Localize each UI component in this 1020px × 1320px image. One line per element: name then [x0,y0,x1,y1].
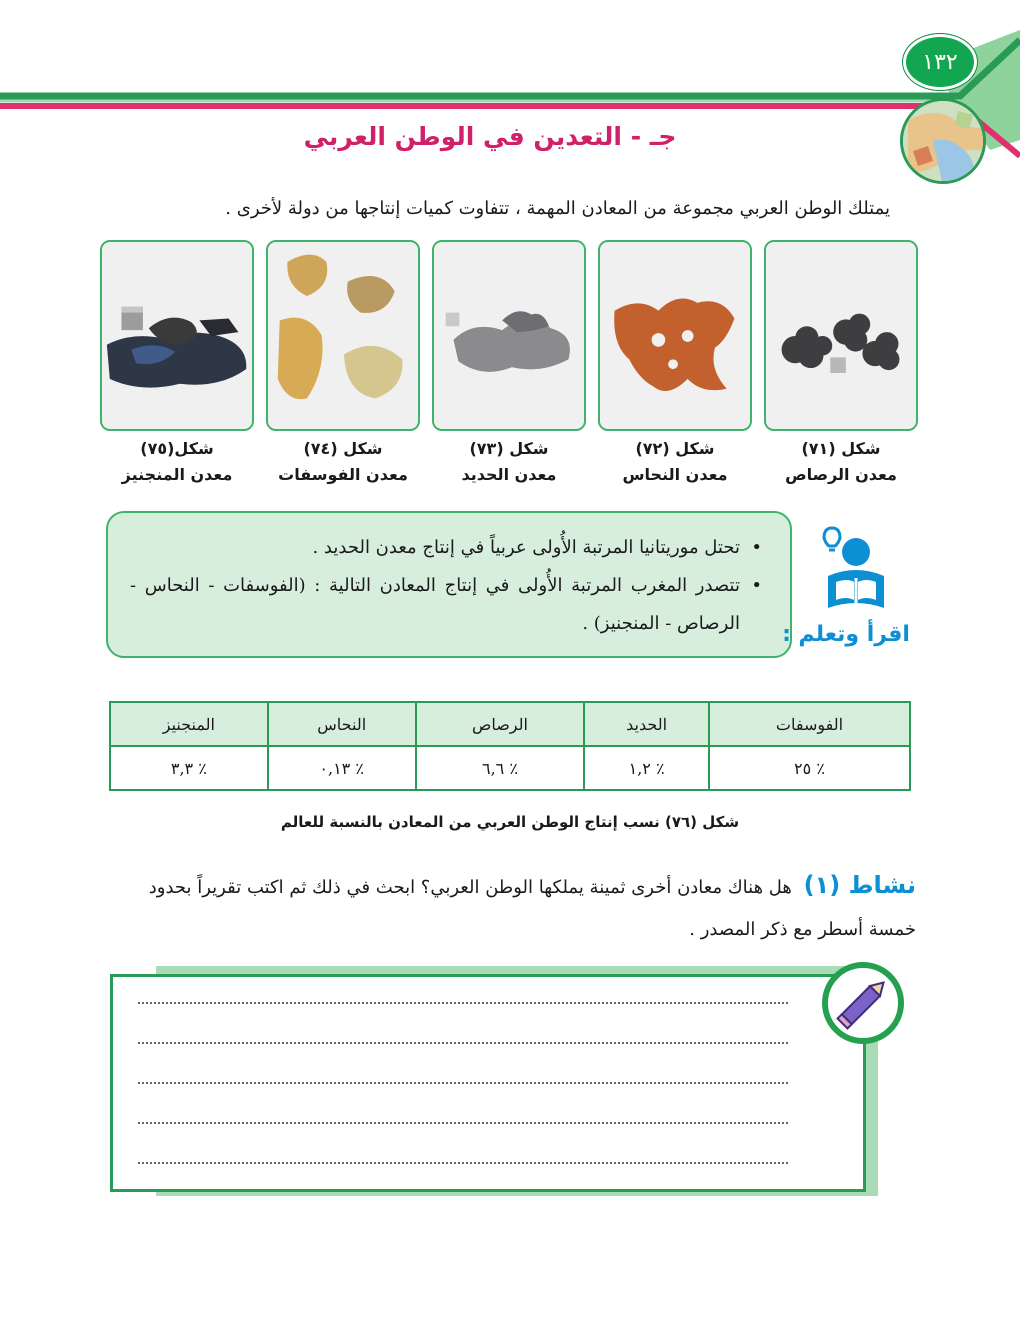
intro-paragraph: يمتلك الوطن العربي مجموعة من المعادن المهمة ، تتفاوت كميات إنتاجها من دولة لأخرى . [225,198,890,219]
answer-line[interactable] [138,1082,788,1084]
answer-line[interactable] [138,1002,788,1004]
table-header: المنجنيز [110,702,268,746]
note-item: • تحتل موريتانيا المرتبة الأُولى عربياً في إنتاج معدن الحديد . [130,529,762,567]
table-header: الفوسفات [709,702,910,746]
answer-line[interactable] [138,1122,788,1124]
pencil-icon [822,962,904,1044]
activity-label: نشاط (١) [803,871,916,899]
table-cell: ٪ ٦,٦ [416,746,585,790]
section-title: جـ - التعدين في الوطن العربي [303,122,677,151]
note-item: • تتصدر المغرب المرتبة الأُولى في إنتاج المعادن التالية : (الفوسفات - النحاس - الرصاص - المنجنيز) . [130,567,762,643]
read-and-learn-label: اقرأ وتعلم : [782,622,910,647]
activity-text: هل هناك معادن أخرى ثمينة يملكها الوطن العربي؟ ابحث في ذلك ثم اكتب تقريراً بحدود خمسة أسطر مع ذكر المصدر . [148,877,916,940]
figure-iron-image [432,240,586,431]
figure-caption-lead: شكل (٧١) معدن الرصاص [785,439,897,484]
table-header: النحاس [268,702,416,746]
table-cell: ٪ ١,٢ [584,746,709,790]
answer-line[interactable] [138,1042,788,1044]
table-cell: ٪ ٢٥ [709,746,910,790]
figure-caption-copper: شكل (٧٢) معدن النحاس [622,439,728,484]
table-row [110,746,910,790]
figure-phosphate-image [266,240,420,431]
header-stripes [0,0,1020,200]
figure-manganese-image [100,240,254,431]
reading-person-icon [810,526,890,618]
table-header: الحديد [584,702,709,746]
table-header-row [110,702,910,746]
map-thumbnail [900,98,986,184]
figure-caption-phosphate: شكل (٧٤) معدن الفوسفات [278,439,408,484]
figure-caption-iron: شكل (٧٣) معدن الحديد [461,439,557,484]
read-and-learn-box [106,511,792,658]
figure-caption-manganese: شكل(٧٥) معدن المنجنيز [121,439,233,484]
minerals-production-table [109,701,911,791]
table-cell: ٪ ٠,١٣ [268,746,416,790]
table-header: الرصاص [416,702,585,746]
activity-paragraph [108,864,916,951]
table-cell: ٪ ٣,٣ [110,746,268,790]
table-caption: شكل (٧٦) نسب إنتاج الوطن العربي من المعادن بالنسبة للعالم [280,813,740,831]
answer-line[interactable] [138,1162,788,1164]
figure-lead-image [764,240,918,431]
figure-copper-image [598,240,752,431]
page-number: ١٣٢ [903,34,977,90]
